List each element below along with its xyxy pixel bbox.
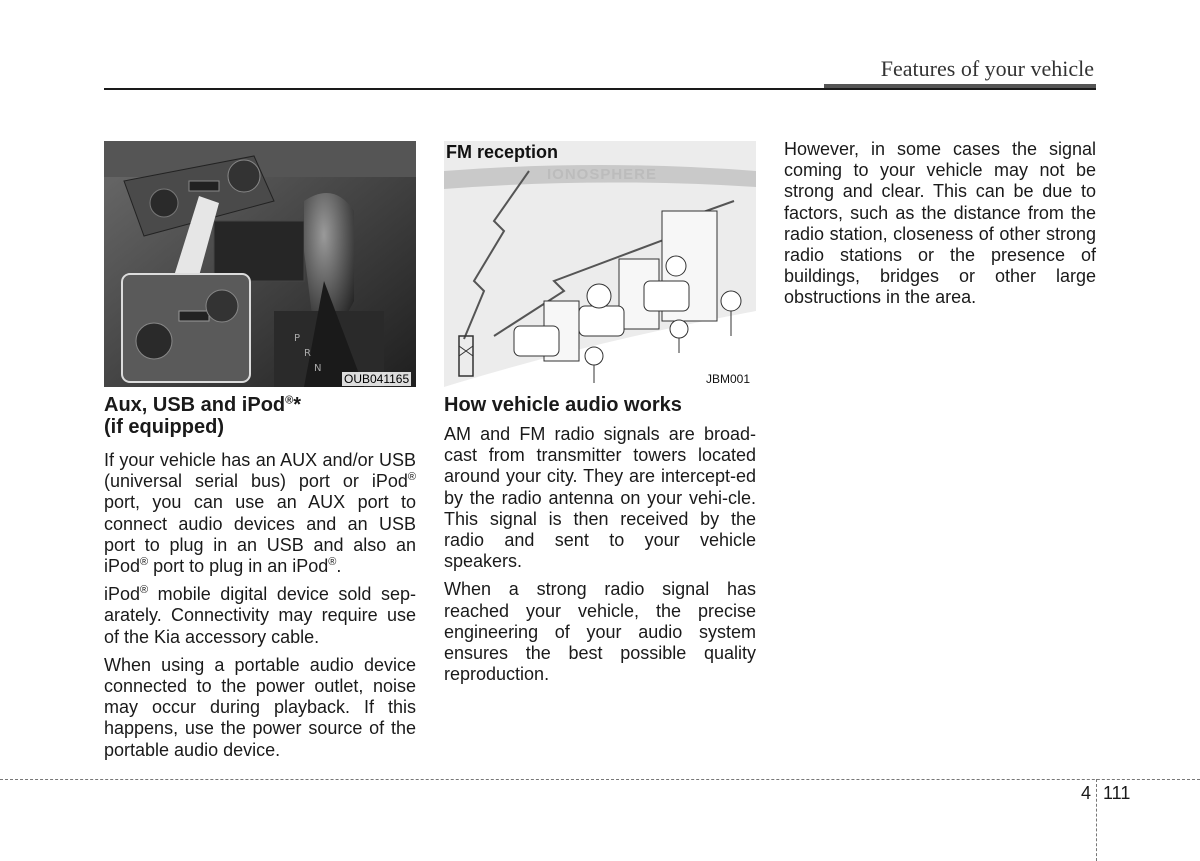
footer-rule: [0, 779, 1200, 780]
aux-usb-photo: [104, 141, 416, 387]
text-span: If your vehicle has an AUX and/or USB (universal serial bus) port or iPod: [104, 450, 416, 492]
heading-text: Aux, USB and iPod: [104, 394, 286, 416]
svg-text:N: N: [314, 363, 322, 374]
paragraph: However, in some cases the signal coming to your vehicle may not be strong and clear. This can be due to factors, such as the distance from the radio station, closeness of other strong radio stations or the presence of buildings, bridges or other large obstructions in the area.: [784, 139, 1096, 308]
text-span: mobile digital device sold sep-arately. Connectivity may require use of the Kia accessory cable.: [104, 584, 416, 647]
column-left: [104, 394, 416, 768]
heading-asterisk: *: [293, 394, 302, 416]
column-right: [784, 139, 1096, 316]
page-number: 111: [1103, 783, 1131, 803]
text-span: port, you can use an AUX port to connect audio devices and an USB port to plug in an USB and also an iPod: [104, 492, 416, 577]
registered-mark: ®: [285, 394, 294, 407]
registered-mark: ®: [407, 471, 416, 484]
paragraph: When a strong radio signal has reached your vehicle, the precise engineering of your audio system ensures the best possible quality reproduction.: [444, 579, 756, 685]
header-rule: [104, 88, 1096, 90]
column-middle: [444, 394, 756, 692]
paragraph: [104, 450, 416, 577]
ionosphere-label: IONOSPHERE: [547, 166, 658, 183]
text-span: .: [336, 556, 342, 577]
paragraph: When using a portable audio device connected to the power outlet, noise may occur during playback. If this happens, use the power source of the portable audio device.: [104, 654, 416, 760]
diagram-title: FM reception: [446, 142, 559, 162]
footer-divider: [1096, 779, 1097, 861]
svg-text:P: P: [294, 333, 301, 344]
paragraph: [104, 584, 416, 648]
audio-heading: How vehicle audio works: [444, 394, 682, 416]
console-illustration: [104, 141, 416, 387]
fm-reception-diagram: [444, 141, 756, 387]
figure-code: OUB041165: [344, 372, 410, 386]
chapter-number: 4: [1081, 783, 1092, 803]
registered-mark: ®: [328, 556, 337, 569]
registered-mark: ®: [140, 584, 149, 597]
heading-qualifier: (if equipped): [104, 416, 224, 438]
paragraph: AM and FM radio signals are broad-cast from transmitter towers located around your city. They are intercept-ed by the radio antenna on your vehi-cle. This signal is then received by the radio and sent to your vehicle speakers.: [444, 424, 756, 572]
figure-code: JBM001: [706, 372, 751, 386]
aux-usb-heading: [104, 394, 416, 438]
text-span: port to plug in an iPod: [148, 556, 329, 577]
registered-mark: ®: [140, 556, 149, 569]
section-title: Features of your vehicle: [880, 56, 1094, 81]
svg-text:R: R: [304, 348, 311, 359]
text-span: iPod: [104, 584, 141, 605]
